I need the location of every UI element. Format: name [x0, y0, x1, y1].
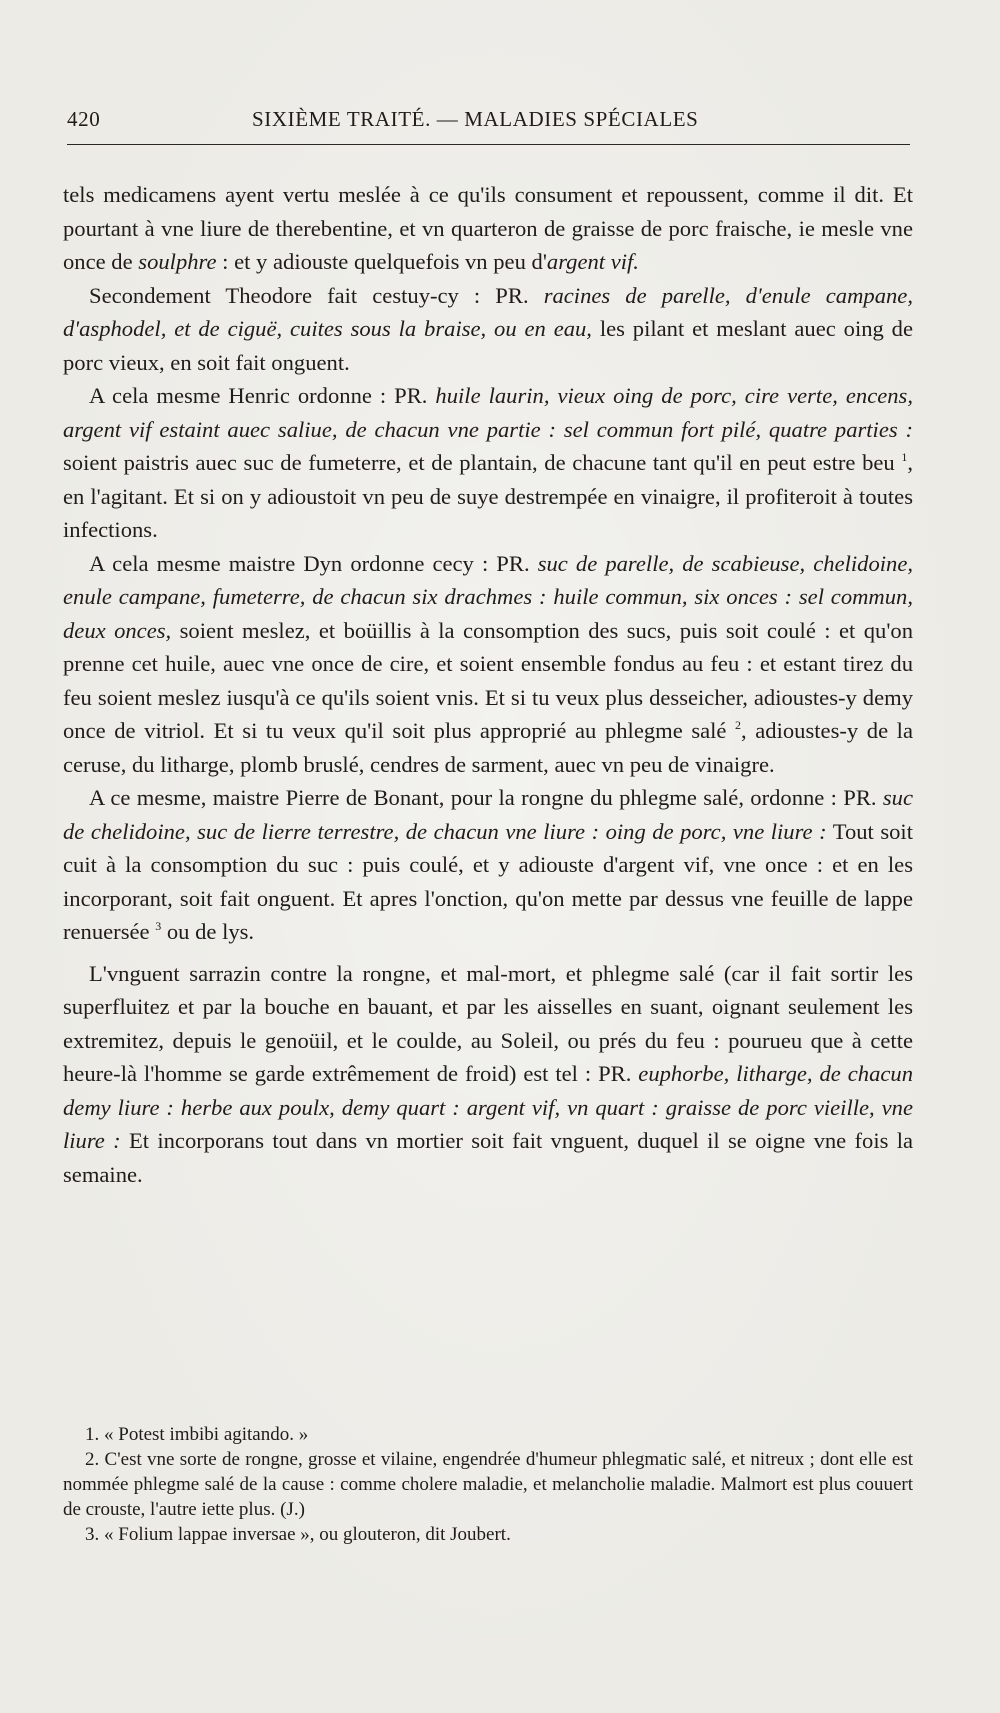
footnote-2: 2. C'est vne sorte de rongne, grosse et vilaine, engendrée d'humeur phlegmatic salé, et nitreux ; dont elle est nommée phlegme salé de la cause : comme cholere maladie, et melancholie maladie. Malmort est plus couuert de crouste, l'autre iette plus. (J.): [63, 1449, 913, 1520]
footnote-3: 3. « Folium lappae inversae », ou glouteron, dit Joubert.: [85, 1524, 511, 1545]
paragraph-2: Secondement Theodore fait cestuy-cy : PR. racines de parelle, d'enule campane, d'asphodel, et de ciguë, cuites sous la braise, ou en eau, les pilant et meslant auec oing de porc vieux, en soit fait onguent.: [63, 282, 914, 375]
body-text: [63, 178, 913, 1191]
page-header: [67, 107, 910, 141]
paragraph-1: tels medicamens ayent vertu meslée à ce qu'ils consument et repoussent, comme il dit. Et pourtant à vne liure de therebentine, et vn quarteron de graisse de porc fraische, ie mesle vne once de soulphre : et y adiouste quelquefois vn peu d'argent vif.: [63, 182, 913, 274]
running-head: SIXIÈME TRAITÉ. — MALADIES SPÉCIALES: [252, 107, 699, 131]
header-rule: [67, 144, 910, 145]
paragraph-3: A cela mesme Henric ordonne : PR. huile laurin, vieux oing de porc, cire verte, encens, argent vif estaint auec saliue, de chacun vne partie : sel commun fort pilé, quatre parties : soient paistris auec suc de fumeterre, et de plantain, de chacune tant qu'il en peut estre beu $^1$, en l'agitant. Et si on y adioustoit vn peu de suye destrempée en vinaigre, il profiteroit à toutes infections.: [63, 383, 913, 542]
footnote-ref-2: 2: [735, 718, 742, 732]
paragraph-6: L'vnguent sarrazin contre la rongne, et mal-mort, et phlegme salé (car il fait sortir les superfluitez et par la bouche en bauant, et par les aisselles en suant, oignant seulement les extremitez, depuis le genoüil, et le coulde, au Soleil, ou prés du feu : pourueu que à cette heure-là l'homme se garde extrêmement de froid) est tel : PR. euphorbe, litharge, de chacun demy liure : herbe aux poulx, demy quart : argent vif, vn quart : graisse de porc vieille, vne liure : Et incorporans tout dans vn mortier soit fait vnguent, duquel il se oigne vne fois la semaine.: [63, 960, 913, 1187]
footnote-1: 1. « Potest imbibi agitando. »: [85, 1424, 309, 1445]
paragraph-4: A cela mesme maistre Dyn ordonne cecy : PR. suc de parelle, de scabieuse, chelidoine, enule campane, fumeterre, de chacun six drachmes : huile commun, six onces : sel commun, deux onces, soient meslez, et boüillis à la consomption des sucs, puis soit coulé : et qu'on prenne cet huile, auec vne once de cire, et soient ensemble fondus au feu : et estant tirez du feu soient meslez iusqu'à ce qu'ils soient vnis. Et si tu veux plus desseicher, adioustes-y demy once de vitriol. Et si tu veux qu'il soit plus approprié au phlegme salé $^2$, adioustes-y de la ceruse, du litharge, plomb bruslé, cendres de sarment, auec vn peu de vinaigre.: [63, 550, 914, 777]
paragraph-5: A ce mesme, maistre Pierre de Bonant, pour la rongne du phlegme salé, ordonne : PR. suc de chelidoine, suc de lierre terrestre, de chacun vne liure : oing de porc, vne liure : Tout soit cuit à la consomption du suc : puis coulé, et y adiouste d'argent vif, vne once : et en les incorporant, soit fait onguent. Et apres l'onction, qu'on mette par dessus vne feuille de lappe renuersée $^3$ ou de lys.: [63, 785, 913, 944]
footnotes: [63, 1422, 913, 1547]
footnote-ref-3: 3: [155, 919, 162, 933]
footnote-ref-1: 1: [901, 450, 908, 464]
page-number: 420: [67, 107, 101, 131]
